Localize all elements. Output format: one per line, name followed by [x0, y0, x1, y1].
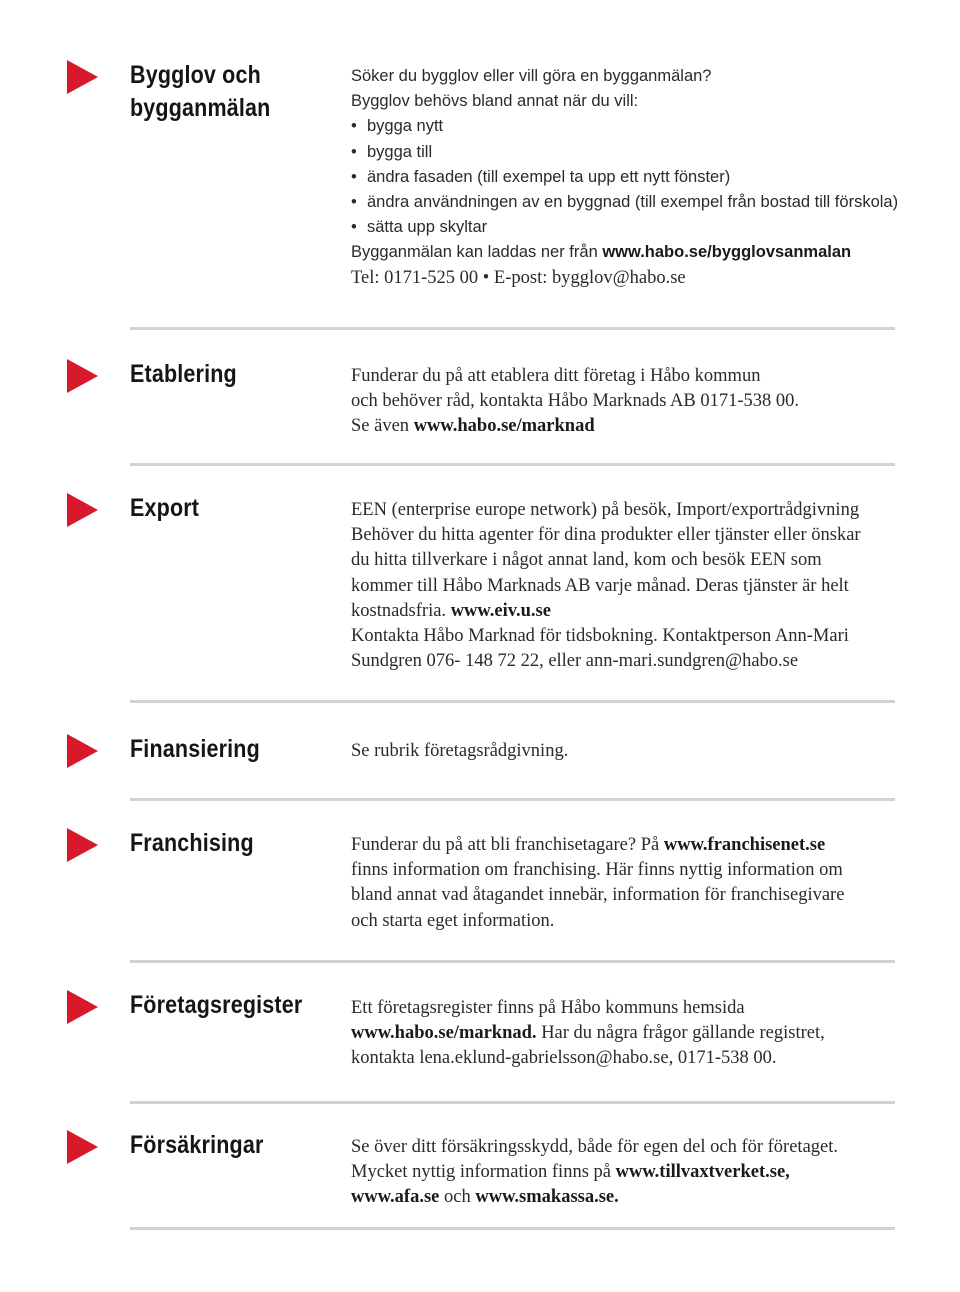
body-line — [351, 599, 941, 624]
smakassa-link[interactable]: www.smakassa.se. — [475, 1187, 619, 1208]
body-line — [351, 833, 941, 858]
body-line — [351, 1021, 941, 1046]
body-line — [351, 1160, 941, 1185]
body-line: och behöver råd, kontakta Håbo Marknads AB 0171-538 00. — [351, 391, 800, 412]
body-text: Har du några frågor gällande registret, — [536, 1023, 825, 1044]
section-divider — [130, 798, 895, 801]
body-line: du hitta tillverkare i något annat land, kom och besök EEN som — [351, 550, 822, 571]
body-line — [351, 240, 941, 265]
body-line: Bygglov behövs bland annat när du vill: — [351, 92, 639, 111]
red-triangle-arrow-icon — [67, 734, 98, 768]
body-line: finns information om franchising. Här finns nyttig information om — [351, 860, 843, 881]
red-triangle-arrow-icon — [67, 60, 98, 94]
marknad-link[interactable]: www.habo.se/marknad. — [351, 1023, 537, 1044]
franchisenet-link[interactable]: www.franchisenet.se — [663, 835, 826, 855]
section-divider — [130, 463, 895, 466]
section-divider — [130, 700, 895, 703]
contact-separator: • — [478, 267, 494, 288]
body-text: kostnadsfria. — [351, 600, 451, 621]
section-body-franchising — [351, 833, 941, 934]
bullet-item: • sätta upp skyltar — [351, 215, 941, 240]
section-divider — [130, 1227, 895, 1230]
section-body-export — [351, 498, 941, 674]
section-title-export: Export — [130, 494, 200, 522]
bullet-item: • bygga nytt — [351, 114, 941, 139]
contact-tel: Tel: 0171-525 00 — [351, 267, 479, 288]
body-text: Mycket nyttig information finns på — [351, 1162, 616, 1183]
body-line: Söker du bygglov eller vill göra en bygganmälan? — [351, 67, 712, 85]
section-title-line2: bygganmälan — [130, 94, 271, 122]
body-text: Funderar du på att bli franchisetagare? På — [351, 835, 664, 855]
bullet-item: • ändra fasaden (till exempel ta upp ett nytt fönster) — [351, 165, 941, 190]
section-divider — [130, 1101, 895, 1104]
body-text: Se även — [351, 416, 414, 437]
section-title-etablering: Etablering — [130, 360, 237, 388]
section-divider — [130, 327, 895, 330]
body-line — [351, 414, 941, 439]
section-body-bygglov — [351, 64, 941, 291]
body-line: EEN (enterprise europe network) på besök, Import/exportrådgivning — [351, 500, 860, 520]
section-title-bygglov — [130, 59, 302, 125]
contact-line — [351, 266, 941, 291]
body-line: Sundgren 076- 148 72 22, eller ann-mari.sundgren@habo.se — [351, 651, 799, 672]
afa-link[interactable]: www.afa.se — [351, 1187, 440, 1208]
body-line: kontakta lena.eklund-gabrielsson@habo.se, 0171-538 00. — [351, 1048, 777, 1069]
red-triangle-arrow-icon — [67, 1130, 98, 1164]
red-triangle-arrow-icon — [67, 359, 98, 393]
section-divider — [130, 960, 895, 963]
tillvaxtverket-link[interactable]: www.tillvaxtverket.se, — [615, 1162, 790, 1183]
section-body-finansiering — [351, 739, 941, 764]
body-line — [351, 1185, 941, 1210]
section-title-line1: Bygglov och — [130, 61, 261, 89]
download-link[interactable]: www.habo.se/bygglovsanmalan — [602, 243, 852, 262]
download-text: Bygganmälan kan laddas ner från — [351, 243, 603, 262]
eiv-link[interactable]: www.eiv.u.se — [450, 600, 551, 621]
section-body-etablering — [351, 364, 941, 440]
body-text: och — [439, 1187, 476, 1208]
section-title-franchising: Franchising — [130, 829, 254, 857]
contact-email: E-post: bygglov@habo.se — [493, 267, 686, 288]
red-triangle-arrow-icon — [67, 493, 98, 527]
bullet-item: • ändra användningen av en byggnad (till exempel från bostad till förskola) — [351, 190, 941, 215]
section-title-forsakringar: Försäkringar — [130, 1131, 264, 1159]
body-line: kommer till Håbo Marknads AB varje månad. Deras tjänster är helt — [351, 575, 849, 596]
body-line: Behöver du hitta agenter för dina produkter eller tjänster eller önskar — [351, 525, 861, 546]
red-triangle-arrow-icon — [67, 828, 98, 862]
body-line: Funderar du på att etablera ditt företag i Håbo kommun — [351, 366, 761, 386]
marknad-link[interactable]: www.habo.se/marknad — [413, 416, 595, 437]
body-line: Se rubrik företagsrådgivning. — [351, 741, 569, 761]
bullet-item: • bygga till — [351, 140, 941, 165]
body-line: Ett företagsregister finns på Håbo kommuns hemsida — [351, 998, 745, 1018]
body-line: och starta eget information. — [351, 910, 555, 931]
body-line: Kontakta Håbo Marknad för tidsbokning. Kontaktperson Ann-Mari — [351, 626, 849, 647]
body-line: bland annat vad åtagandet innebär, information för franchisegivare — [351, 885, 845, 906]
section-body-forsakringar — [351, 1135, 941, 1211]
body-line: Se över ditt försäkringsskydd, både för egen del och för företaget. — [351, 1137, 839, 1157]
red-triangle-arrow-icon — [67, 990, 98, 1024]
section-title-finansiering: Finansiering — [130, 735, 260, 763]
bullet-list — [351, 114, 941, 240]
section-title-foretagsregister: Företagsregister — [130, 991, 303, 1019]
section-body-foretagsregister — [351, 996, 941, 1072]
